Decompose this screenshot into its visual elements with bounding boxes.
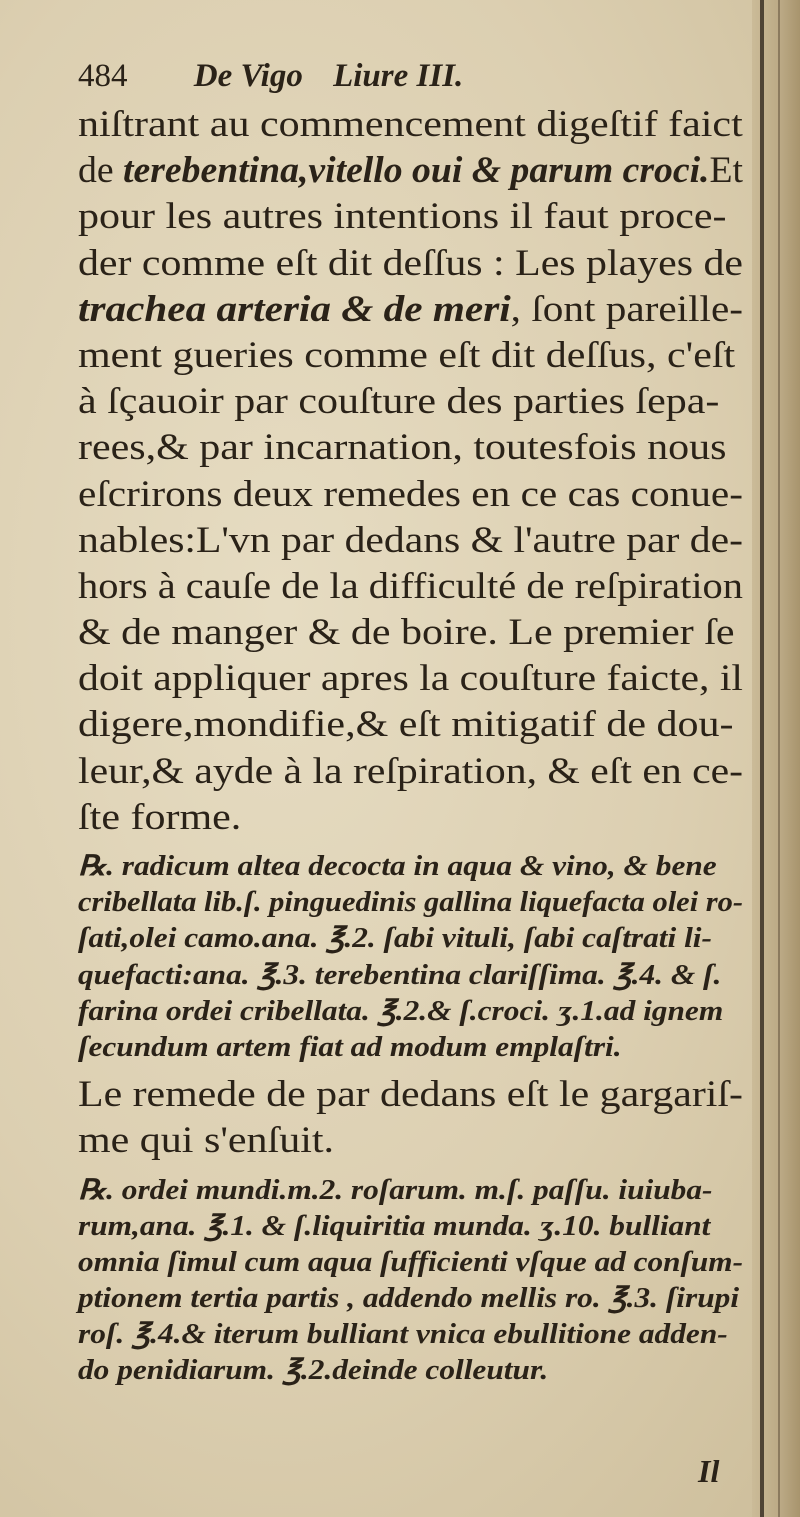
latin-phrase: terebentina,vitello oui & parum croci. — [123, 150, 710, 192]
french-text: niſtrant au commencement digeſtif faict — [78, 104, 743, 145]
french-text: ſte forme. — [78, 796, 242, 838]
french-text: doit appliquer apres la couſture faicte, il — [78, 658, 743, 700]
page-number: 484 — [78, 58, 128, 94]
recipe-line: ℞. radicum altea decocta in aqua & vino, & bene — [78, 851, 717, 882]
recipe-line: quefacti:ana. ℥.3. terebentina clariſſima. ℥.4. & ſ. — [78, 959, 722, 991]
text-line — [78, 610, 743, 656]
french-text: pour les autres intentions il faut proce- — [78, 196, 727, 238]
recipe-line: omnia ſimul cum aqua ſufficienti vſque ad conſum- — [78, 1246, 743, 1278]
french-text: nables:L'vn par dedans & l'autre par de- — [78, 519, 743, 561]
text-line — [78, 749, 743, 795]
french-text: ment gueries comme eſt dit deſſus, c'eſt — [78, 334, 736, 376]
french-text: Et — [709, 150, 743, 192]
recipe-1 — [78, 849, 743, 1066]
text-line — [78, 564, 743, 610]
catchword: Il — [698, 1453, 720, 1489]
paragraph-1 — [78, 102, 743, 841]
book-label: Liure III. — [333, 58, 464, 94]
recipe-line: rum,ana. ℥.1. & ſ.liquiritia munda. ʒ.10. bulliant — [78, 1210, 711, 1242]
recipe-line: do penidiarum. ℥.2.deinde colleutur. — [78, 1355, 549, 1387]
latin-phrase: trachea arteria & de meri — [78, 288, 511, 330]
text-line — [78, 795, 743, 841]
text-line — [78, 518, 743, 564]
text-line — [78, 1072, 743, 1118]
recipe-line: ℞. ordei mundi.m.2. roſarum. m.ſ. paſſu. iuiuba- — [78, 1174, 713, 1206]
french-text: rees,& par incarnation, toutesfois nous — [78, 427, 727, 469]
text-line — [78, 702, 743, 748]
french-text: der comme eſt dit deſſus : Les playes de — [78, 242, 743, 284]
text-line — [78, 425, 743, 471]
recipe-2 — [78, 1173, 743, 1390]
recipe-line: cribellata lib.ſ. pinguedinis gallina liquefacta olei ro- — [78, 887, 743, 919]
recipe-line: ſati,olei camo.ana. ℥.2. ſabi vituli, ſabi caſtrati li- — [78, 923, 712, 955]
text-line — [78, 102, 743, 148]
text-line — [78, 241, 743, 287]
french-text: à ſçauoir par couſture des parties ſepa- — [78, 381, 720, 423]
french-text: hors à cauſe de la difficulté de reſpiration — [78, 565, 743, 607]
french-text: me qui s'enſuit. — [78, 1120, 335, 1162]
recipe-line: ptionem tertia partis , addendo mellis ro. ℥.3. ſirupi — [78, 1283, 740, 1315]
french-text: digere,mondifie,& eſt mitigatif de dou- — [78, 704, 734, 746]
paragraph-2 — [78, 1072, 743, 1164]
french-text: , ſont pareille- — [510, 288, 743, 330]
french-text: de — [78, 150, 124, 192]
text-line — [78, 1118, 743, 1164]
recipe-line: ſecundum artem fiat ad modum emplaſtri. — [78, 1031, 622, 1063]
running-title: De Vigo — [193, 58, 303, 94]
text-block — [78, 52, 743, 1390]
text-line — [78, 148, 743, 194]
french-text: & de manger & de boire. Le premier ſe — [78, 612, 735, 654]
recipe-line: roſ. ℥.4.& iterum bulliant vnica ebullitione adden- — [78, 1319, 728, 1351]
french-text: leur,& ayde à la reſpiration, & eſt en ce- — [78, 750, 743, 792]
recipe-line: farina ordei cribellata. ℥.2.& ſ.croci. ʒ.1.ad ignem — [78, 995, 724, 1027]
french-text: Le remede de par dedans eſt le gargariſ- — [78, 1074, 743, 1116]
running-header — [78, 52, 743, 102]
binding-shadow — [778, 0, 780, 1517]
text-line — [78, 333, 743, 379]
text-line — [78, 194, 743, 240]
text-line — [78, 472, 743, 518]
text-line — [78, 379, 743, 425]
french-text: eſcrirons deux remedes en ce cas conue- — [78, 473, 743, 515]
text-line — [78, 287, 743, 333]
binding-edge — [760, 0, 764, 1517]
text-line — [78, 656, 743, 702]
